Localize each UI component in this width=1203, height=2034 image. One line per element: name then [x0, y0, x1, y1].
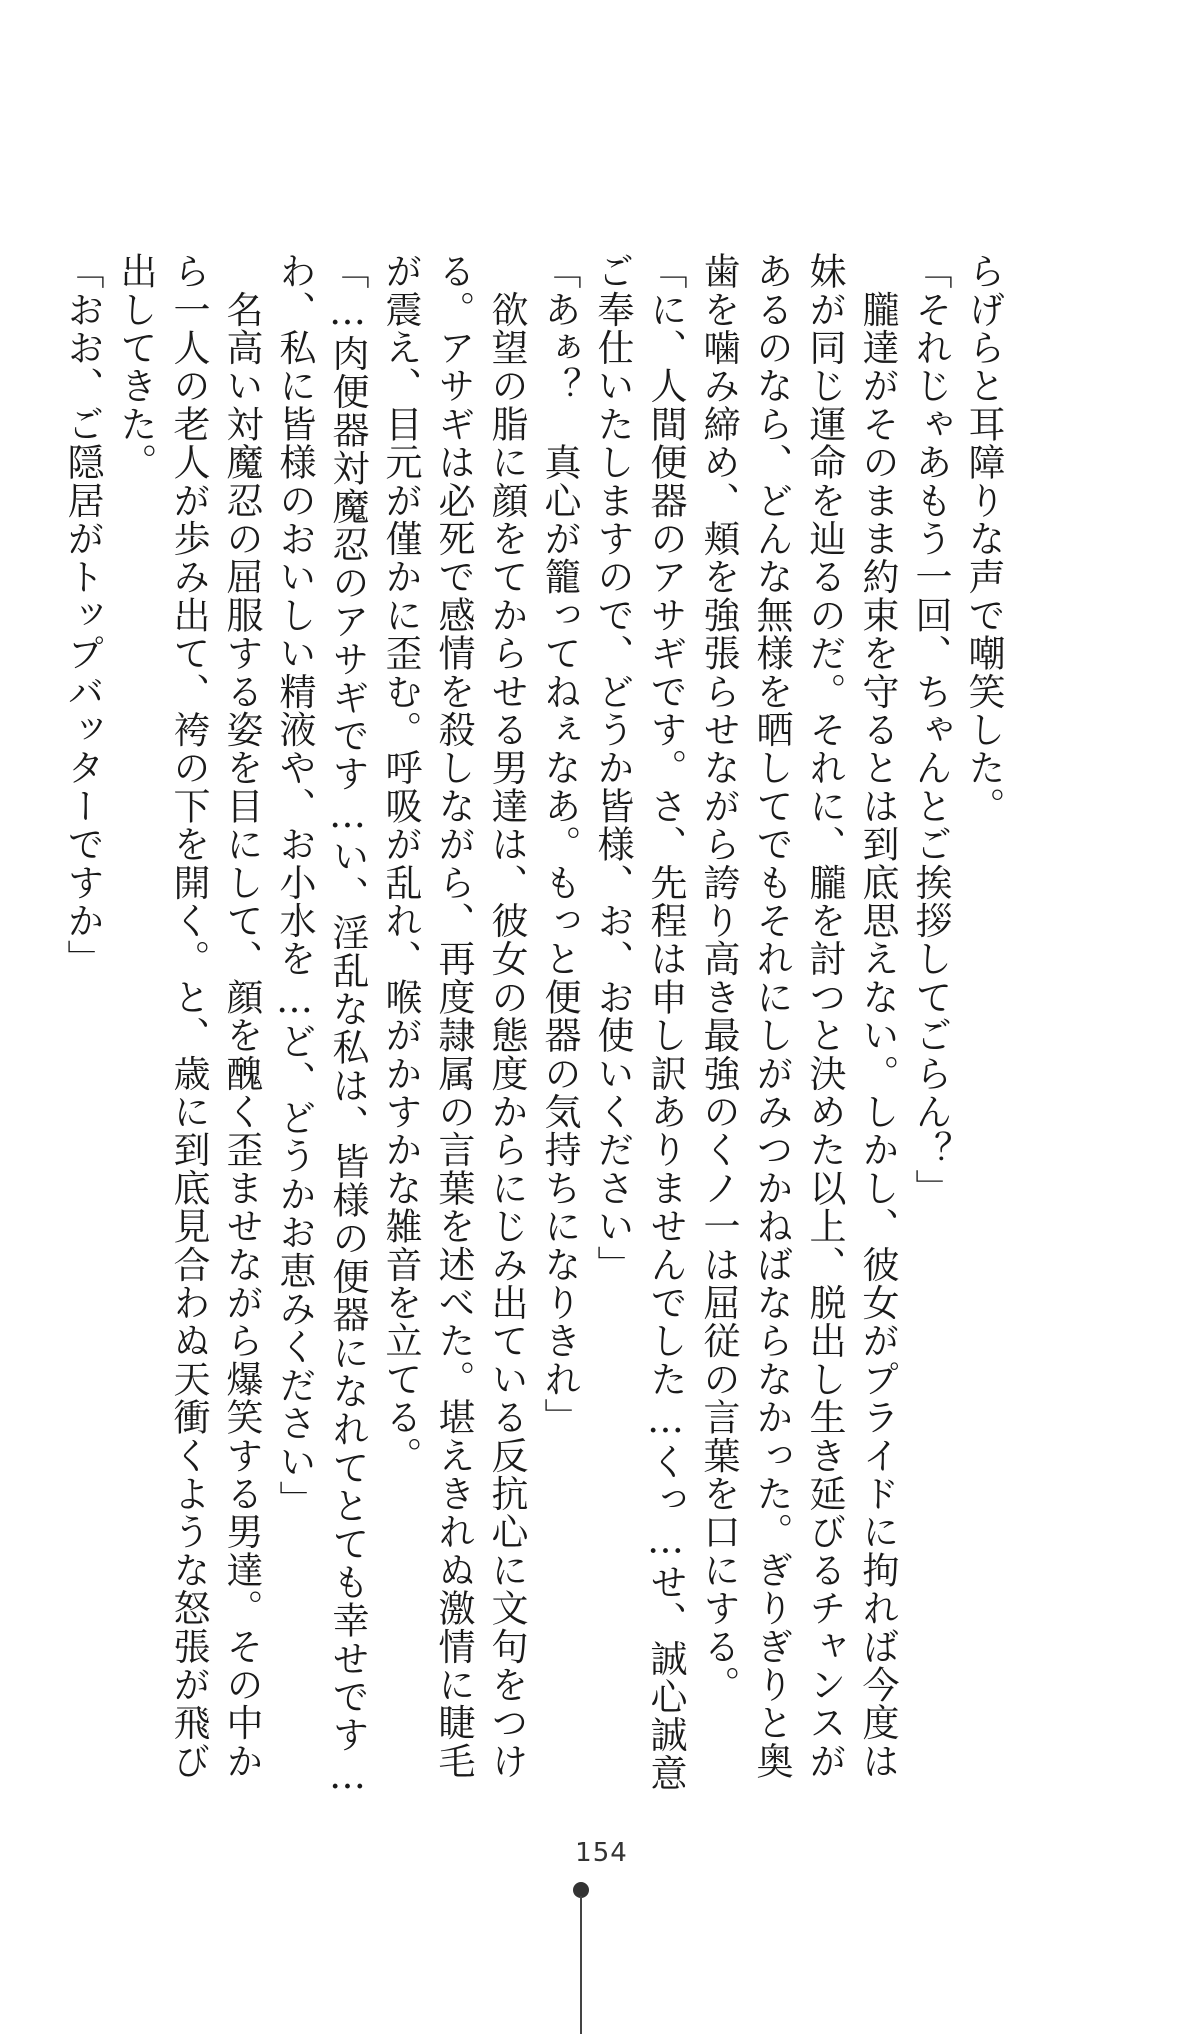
text-line: 出してきた。: [114, 252, 157, 482]
text-line: ら一人の老人が歩み出て、袴の下を開く。と、歳に到底見合わぬ天衝くような怒張が飛び: [167, 252, 210, 1780]
text-line: あるのなら、どんな無様を晒してでもそれにしがみつかねばならなかった。ぎりぎりと奥: [750, 252, 793, 1780]
page-marker-line: [580, 1896, 582, 2034]
text-line: 歯を噛み締め、頬を強張らせながら誇り高き最強のくノ一は屈従の言葉を口にする。: [697, 252, 740, 1704]
text-line: ご奉仕いたしますので、どうか皆様、お、お使いください」: [591, 252, 634, 1284]
body-text: [61, 252, 1010, 1852]
text-line: 「あぁ？ 真心が籠ってねぇなあ。もっと便器の気持ちになりきれ」: [538, 252, 581, 1437]
page-number: 154: [575, 1838, 628, 1868]
text-line: 「おお、ご隠居がトップバッターですか」: [61, 252, 104, 978]
text-line: が震え、目元が僅かに歪む。呼吸が乱れ、喉がかすかな雑音を立てる。: [379, 252, 422, 1475]
text-line: 「…肉便器対魔忍のアサギです…い、淫乱な私は、皆様の便器になれてとても幸せです…: [326, 252, 369, 1798]
text-line: る。アサギは必死で感情を殺しながら、再度隷属の言葉を述べた。堪えきれぬ激情に睫毛: [432, 252, 475, 1780]
text-line: わ、私に皆様のおいしい精液や、お小水を…ど、どうかお恵みください」: [273, 252, 316, 1519]
text-line: らげらと耳障りな声で嘲笑した。: [962, 252, 1005, 825]
text-line: 名高い対魔忍の屈服する姿を目にして、顔を醜く歪ませながら爆笑する男達。その中か: [220, 252, 263, 1780]
text-line: 妹が同じ運命を辿るのだ。それに、朧を討つと決めた以上、脱出し生き延びるチャンスが: [803, 252, 846, 1780]
text-line: 「それじゃあもう一回、ちゃんとご挨拶してごらん？」: [909, 252, 952, 1207]
text-line: 朧達がそのまま約束を守るとは到底思えない。しかし、彼女がプライドに拘れば今度は: [856, 252, 899, 1780]
text-line: 欲望の脂に顔をてからせる男達は、彼女の態度からにじみ出ている反抗心に文句をつけ: [485, 252, 528, 1780]
text-line: 「に、人間便器のアサギです。さ、先程は申し訳ありませんでした…くっ…せ、誠心誠意: [644, 252, 687, 1792]
